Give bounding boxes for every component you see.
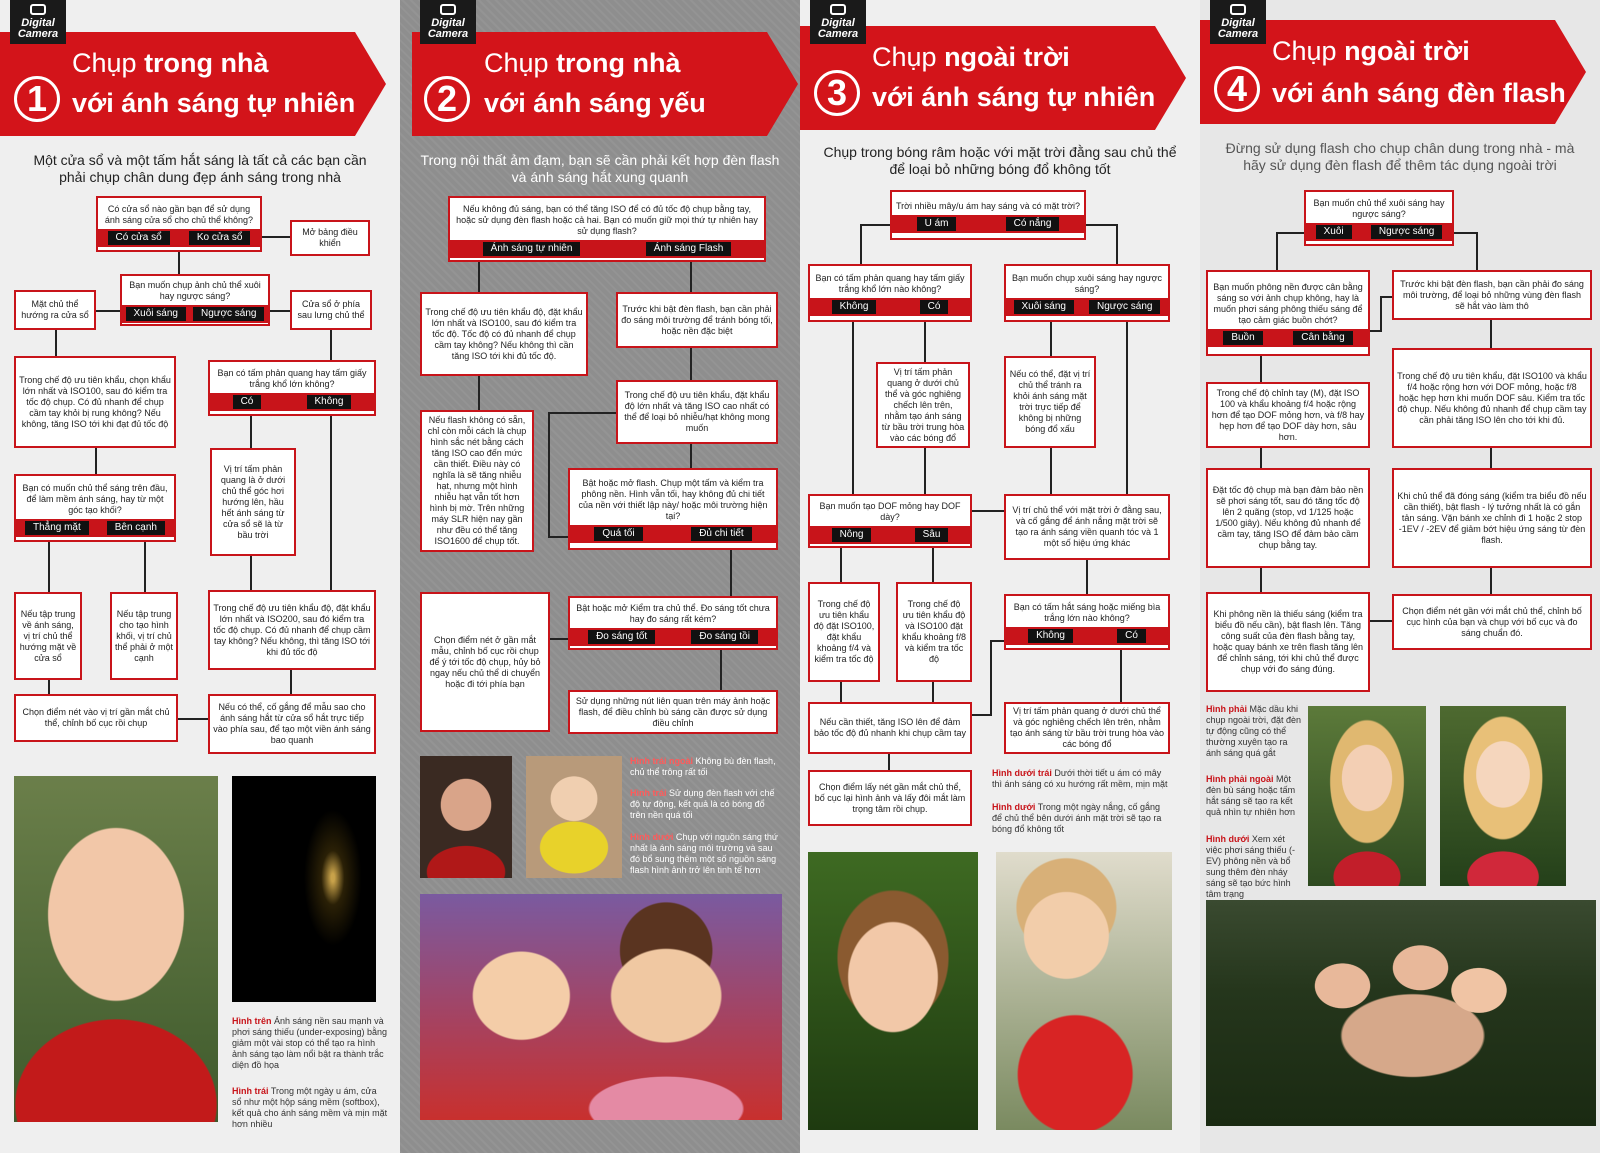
connector	[924, 448, 926, 494]
caption: Hình dưới Xem xét việc phơi sáng thiếu (-EV) phông nền và bổ sung thêm đèn nháy sáng sẽ tạo bức hình tâm trạng	[1206, 834, 1295, 899]
flow-box: Đặt tốc độ chụp mà bạn đảm bảo nền sẽ phơi sáng tốt, sau đó tăng tốc độ lên 2 quãng (stop, vd 1/125 hoặc 1/500 giây). Nếu không đủ nhanh để cầm tay, tăng ISO để đảm bảo cầm chụp bằng tay.	[1206, 468, 1370, 568]
flow-box: Chọn điểm nét gần với mắt chủ thể, chỉnh bố cục hình của bạn và chụp với bố cục và đo sáng chuẩn đó.	[1392, 594, 1592, 650]
intro-text: Một cửa sổ và một tấm hắt sáng là tất cả các bạn cần phải chụp chân dung đẹp ánh sáng trong nhà	[33, 152, 367, 185]
connector	[55, 330, 57, 356]
connector	[730, 550, 732, 596]
caption: Hình dưới trái Dưới thời tiết u ám có mây thì ánh sáng có xu hướng rất mềm, mịn mặt	[992, 768, 1168, 789]
connector	[972, 510, 1004, 512]
flow-box: Khi chủ thể đã đóng sáng (kiểm tra biểu đồ nếu cần thiết), bật flash - lý tưởng nhất là có gắn tản sáng. Vặn bánh xe chỉnh đi 1 hoặc 2 stop -1EV / -2EV để giảm bớt hiệu ứng sáng từ đèn flash.	[1392, 468, 1592, 568]
flow-box: Bật hoặc mở flash. Chụp một tấm và kiểm tra phông nền. Hình vẫn tối, hay không đủ chi tiết của nền với thiết lập này/ hoặc môi trường hiện tại? Quá tối Đủ chi tiết	[568, 468, 778, 550]
caption: Hình trên Ánh sáng nền sau mạnh và phơi sáng thiếu (under-exposing) bằng giảm một vài stop có thể tạo ra hình ảnh sáng tạo làm nổi bật ra thành trắc diện đồ họa	[232, 1016, 388, 1070]
flow-box: Có cửa sổ nào gần bạn để sử dụng ánh sáng cửa sổ cho chủ thể không? Có cửa sổ Ko cửa sổ	[96, 196, 262, 252]
flow-box: Sử dụng những nút liên quan trên máy ảnh hoặc flash, để điều chỉnh bù sáng cần được sử dụng điều chỉnh	[568, 690, 778, 734]
connector	[690, 348, 692, 380]
caption: Hình phải Mặc dầu khi chụp ngoài trời, đặt đèn tự động cũng có thể thường xuyên tạo ra ánh sáng quá gắt	[1206, 704, 1301, 758]
flow-box: Cửa sổ ở phía sau lưng chủ thể	[290, 290, 372, 330]
connector	[840, 682, 842, 702]
flow-box: Trong chế độ ưu tiên khẩu độ và ISO100 đặt khẩu khoảng f/8 và kiểm tra tốc độ	[896, 582, 972, 682]
panel-number: 1	[14, 76, 60, 122]
photo-toddler-flash	[526, 756, 622, 878]
connector	[1370, 620, 1392, 622]
connector	[1260, 448, 1262, 468]
flow-box: Bạn có tấm phản quang hay tấm giấy trắng khổ lớn không? Có Không	[208, 360, 376, 416]
photo-woman-fill-light	[1440, 706, 1566, 886]
connector	[1476, 232, 1478, 270]
panel-number: 2	[424, 76, 470, 122]
connector	[1370, 330, 1380, 332]
connector	[1116, 224, 1118, 264]
camera-icon	[830, 4, 846, 15]
connector	[860, 224, 862, 264]
connector	[1050, 322, 1052, 356]
panel-2	[400, 0, 800, 1153]
flow-box: Bạn có tấm phản quang hay tấm giấy trắng khổ lớn nào không? Không Có	[808, 264, 972, 322]
title-line-1: Chụp ngoài trời	[872, 42, 1070, 72]
title-line-2: với ánh sáng yếu	[484, 88, 706, 118]
connector	[250, 416, 252, 448]
connector	[1380, 296, 1392, 298]
title-line-1: Chụp trong nhà	[72, 48, 269, 78]
flow-box: Mặt chủ thể hướng ra cửa sổ	[14, 290, 96, 330]
photo-baby-smiling	[14, 776, 218, 1122]
intro-text: Đừng sử dụng flash cho chụp chân dung trong nhà - mà hãy sử dụng đèn flash để thêm tác dụng ngoài trời	[1225, 140, 1575, 173]
connector	[178, 718, 208, 720]
connector	[330, 330, 332, 360]
camera-icon	[1230, 4, 1246, 15]
connector	[1276, 232, 1278, 270]
connector	[1126, 322, 1128, 494]
connector	[290, 670, 292, 694]
connector	[932, 548, 934, 582]
flow-box: Khi phông nền là thiếu sáng (kiểm tra biểu đồ nếu cần), bật flash lên. Tăng công suất của đèn flash bằng tay, hoặc quay bánh xe trên flash tăng lên để chỉnh sáng, tới khi chủ thể được chụp với đo sáng đúng.	[1206, 592, 1370, 692]
digital-camera-logo: Digital Camera	[10, 0, 66, 44]
flow-box: Nếu tập trung cho tạo hình khối, vị trí chủ thể phải ở một cạnh	[110, 592, 178, 680]
connector	[972, 714, 992, 716]
title-line-2: với ánh sáng đèn flash	[1272, 78, 1566, 108]
caption: Hình dưới Chụp với nguồn sáng thứ nhất là ánh sáng môi trường và sau đó bổ sung thêm một số nguồn sáng flash hình ảnh trở lên tinh tế hơn	[630, 832, 778, 875]
digital-camera-logo: Digital Camera	[1210, 0, 1266, 44]
flow-box: Trước khi bật đèn flash, bạn cần phải đo sáng môi trường, để loại bỏ những vùng đèn flash sẽ hắt vào làm thô	[1392, 270, 1592, 320]
flow-box: Vị trí tấm phản quang ở dưới chủ thể và góc nghiêng chếch lên trên, nhằm tạo ánh sáng từ bầu trời trung hòa vào các bóng đổ	[876, 362, 970, 448]
flow-box: Bạn muốn chủ thể xuôi sáng hay ngược sáng? Xuôi Ngược sáng	[1304, 190, 1454, 246]
panel-1	[0, 0, 400, 1153]
connector	[1454, 232, 1478, 234]
panel-4	[1200, 0, 1600, 1153]
flow-box: Bạn muốn phông nền được cân bằng sáng so với ảnh chụp không, hay là muốn phơi sáng phông thiếu sáng để tạo cảm giác buồn chớt? Buồn Cân bằng	[1206, 270, 1370, 356]
connector	[478, 262, 480, 292]
connector	[548, 412, 550, 538]
connector	[48, 680, 50, 694]
flow-box: Chọn điểm lấy nét gần mắt chủ thể, bố cục lại hình ảnh và lấy đôi mắt làm trọng tâm rồi chụp.	[808, 770, 972, 826]
connector	[250, 556, 252, 590]
flow-box: Nếu tập trung về ánh sáng, vị trí chủ thể hướng mặt về cửa sổ	[14, 592, 82, 680]
flow-box: Bạn muốn chụp xuôi sáng hay ngược sáng? Xuôi sáng Ngược sáng	[1004, 264, 1170, 322]
flow-box: Nếu cần thiết, tăng ISO lên để đảm bảo tốc độ đủ nhanh khi chụp cầm tay	[808, 702, 972, 754]
title-line-1: Chụp ngoài trời	[1272, 36, 1470, 66]
connector	[262, 236, 290, 238]
connector	[990, 640, 992, 714]
connector	[1490, 568, 1492, 594]
flow-box: Nếu không đủ sáng, bạn có thể tăng ISO để có đủ tốc độ chụp bằng tay, hoặc sử dụng đèn flash hoặc cả hai. Bạn có muốn giữ mọi thứ tự nhiên hay sử dụng flash? Ánh sáng tự nhiên Ánh sáng Flash	[448, 196, 766, 262]
connector	[990, 640, 1004, 642]
flow-box: Bạn có muốn chủ thể sáng trên đầu, để làm mềm ánh sáng, hay từ một góc tạo khối? Thẳng mặt Bên cạnh	[14, 474, 176, 542]
flow-box: Trong chế độ ưu tiên khẩu độ, đặt khẩu lớn nhất và ISO200, sau đó kiểm tra tốc độ chụp. Có đủ nhanh để chụp cầm tay không? Nếu không, thì tăng ISO tới khi đủ tốc độ	[208, 590, 376, 670]
connector	[48, 542, 50, 592]
digital-camera-logo: Digital Camera	[810, 0, 866, 44]
connector	[95, 448, 97, 474]
connector	[860, 224, 890, 226]
connector	[270, 310, 290, 312]
flow-box: Trong chế độ ưu tiên khẩu độ đặt ISO100, đặt khẩu khoảng f/4 và kiểm tra tốc độ	[808, 582, 880, 682]
intro-text: Trong nội thất ảm đạm, bạn sẽ cần phải kết hợp đèn flash và ánh sáng hắt xung quanh	[420, 152, 780, 185]
photo-silhouette	[232, 776, 376, 1002]
caption: Hình trái ngoài Không bù đèn flash, chủ thể trông rất tối	[630, 756, 776, 777]
connector	[924, 322, 926, 362]
flow-box: Trong chế độ ưu tiên khẩu độ, đặt khẩu lớn nhất và ISO100, sau đó kiểm tra tốc độ. Tốc độ có đủ nhanh để chụp cầm tay không? Nếu không thì cần tăng ISO tới khi đủ tốc độ.	[420, 292, 588, 376]
photo-two-children	[420, 894, 782, 1120]
connector	[932, 682, 934, 702]
photo-family-in-grass	[1206, 900, 1596, 1126]
panel-number: 4	[1214, 66, 1260, 112]
connector	[1490, 448, 1492, 468]
panel-3	[800, 0, 1200, 1153]
photo-baby-dark	[420, 756, 512, 878]
connector	[852, 322, 854, 494]
flow-box: Nếu có thể, đặt vị trí chủ thể tránh ra khỏi ánh sáng mặt trời trực tiếp để không bị những bóng đổ xấu	[1004, 356, 1096, 448]
connector	[840, 548, 842, 582]
flow-box: Nếu có thể, cố gắng để mẫu sao cho ánh sáng hắt từ cửa sổ hắt trực tiếp vào phía sau, để tạo một viền ánh sáng bao quanh	[208, 694, 376, 754]
flow-box: Vị trí chủ thể với mặt trời ở đằng sau, và cố gắng để ánh nắng mặt trời sẽ tạo ra ánh sáng viền quanh tóc và 1 một số hiệu ứng khác	[1004, 494, 1170, 560]
caption: Hình trái Trong một ngày u ám, cửa sổ như một hộp sáng mềm (softbox), kết quả cho ánh sáng mềm và mịn mặt hơn nhiều	[232, 1086, 388, 1129]
flow-box: Chọn điểm nét ở gần mắt mẫu, chỉnh bố cục rồi chụp để ý tới tốc độ chụp, hủy bỏ ngay nếu chủ thể di chuyển hoặc đi tới phía bạn	[420, 592, 550, 732]
flow-box: Trong chế độ chỉnh tay (M), đặt ISO 100 và khẩu khoảng f/4 hoặc rộng hơn để tạo DOF mỏng hơn, và f/8 hay hẹp hơn để tạo DOF dày hơn, sâu hơn.	[1206, 382, 1370, 448]
connector	[1380, 296, 1382, 332]
connector	[178, 252, 180, 274]
connector	[550, 638, 568, 640]
title-line-2: với ánh sáng tự nhiên	[872, 82, 1156, 112]
flow-box: Nếu flash không có sẵn, chỉ còn mỗi cách là chụp hình sắc nét bằng cách tăng ISO cao đến mức cần thiết. Điều này có nghĩa là sẽ tăng nhiễu hạt, nhưng một hình nhiễu hạt vẫn tốt hơn hình bị mờ. Trên những máy SLR hiện nay gần như đều có thể tăng ISO1600 để chụp tốt.	[420, 410, 534, 552]
connector	[96, 310, 120, 312]
flow-box: Trong chế độ ưu tiên khẩu, đặt ISO100 và khẩu f/4 hoặc rộng hơn với DOF mỏng, hoặc f/8 hoặc hẹp hơn khi muốn DOF sâu. Kiểm tra tốc độ chụp. Nếu không đủ nhanh để chụp cầm tay cần phải tăng ISO lên cho tới khi đủ.	[1392, 348, 1592, 448]
flow-box: Bật hoặc mở Kiểm tra chủ thể. Đo sáng tốt chưa hay đo sáng rất kém? Đo sáng tốt Đo sáng tồi	[568, 596, 778, 650]
title-line-2: với ánh sáng tự nhiên	[72, 88, 356, 118]
flow-box: Vị trí tấm phản quang là ở dưới chủ thể góc hơi hướng lên, hầu hết ánh sáng từ cửa sổ sẽ là từ bầu trời	[210, 448, 296, 556]
connector	[1260, 356, 1262, 382]
connector	[1120, 650, 1122, 702]
caption: Hình trái Sử dụng đèn flash với chế độ tự động, kết quả là có bóng đổ trên nền quá tối	[630, 788, 775, 820]
photo-girl-outdoors	[808, 852, 978, 1130]
connector	[690, 262, 692, 292]
connector	[1276, 232, 1304, 234]
connector	[1490, 320, 1492, 348]
connector	[1050, 448, 1052, 494]
connector	[1086, 224, 1116, 226]
flow-box: Chọn điểm nét vào vị trí gần mắt chủ thể, chỉnh bố cục rồi chụp	[14, 694, 178, 742]
connector	[144, 542, 146, 592]
flow-box: Trời nhiều mây/u ám hay sáng và có mặt trời? U ám Có nắng	[890, 190, 1086, 240]
connector	[548, 412, 616, 414]
flow-box: Trong chế độ ưu tiên khẩu, đặt khẩu độ lớn nhất và tăng ISO cao nhất có thể để loại bỏ nhiễu/hạt không mong muốn	[616, 380, 778, 444]
connector	[1260, 568, 1262, 592]
flow-box: Bạn muốn tạo DOF mỏng hay DOF dày? Nông Sâu	[808, 494, 972, 548]
connector	[478, 376, 480, 410]
connector	[330, 416, 332, 590]
digital-camera-logo: Digital Camera	[420, 0, 476, 44]
flow-box: Trước khi bật đèn flash, bạn cần phải đo sáng môi trường để tránh bóng tối, hoặc nền đặc biệt	[616, 292, 778, 348]
connector	[1086, 560, 1088, 594]
flow-box: Bạn muốn chụp ảnh chủ thể xuôi hay ngược sáng? Xuôi sáng Ngược sáng	[120, 274, 270, 326]
flow-box: Vị trí tấm phản quang ở dưới chủ thể và góc nghiêng chếch lên trên, nhằm tạo ánh sáng từ bầu trời trung hòa vào các bóng đổ	[1004, 702, 1170, 754]
flow-box: Mở bảng điều khiển	[290, 220, 370, 256]
photo-boy-icecream	[996, 852, 1172, 1130]
caption: Hình phải ngoài Một đèn bù sáng hoặc tấm hắt sáng sẽ tạo ra kết quả nhìn tự nhiên hơn	[1206, 774, 1296, 817]
caption: Hình dưới Trong một ngày nắng, cố gắng để chủ thể bên dưới ánh mặt trời sẽ tạo ra bóng đổ không tốt	[992, 802, 1162, 834]
flow-box: Trong chế độ ưu tiên khẩu, chọn khẩu lớn nhất và ISO100, sau đó kiểm tra tốc độ chụp. Có đủ nhanh để chụp cầm tay khỏi bị rung không? Nếu không, tăng ISO tới khi đạt đủ tốc độ	[14, 356, 176, 448]
connector	[690, 444, 692, 468]
camera-icon	[30, 4, 46, 15]
intro-text: Chụp trong bóng râm hoặc với mặt trời đằng sau chủ thể để loại bỏ những bóng đổ không tốt	[823, 144, 1177, 177]
connector	[888, 754, 890, 770]
photo-woman-harsh-light	[1308, 706, 1426, 886]
flow-box: Bạn có tấm hắt sáng hoặc miếng bìa trắng lớn nào không? Không Có	[1004, 594, 1170, 650]
camera-icon	[440, 4, 456, 15]
panel-number: 3	[814, 70, 860, 116]
connector	[720, 650, 722, 690]
title-line-1: Chụp trong nhà	[484, 48, 681, 78]
connector	[548, 536, 568, 538]
